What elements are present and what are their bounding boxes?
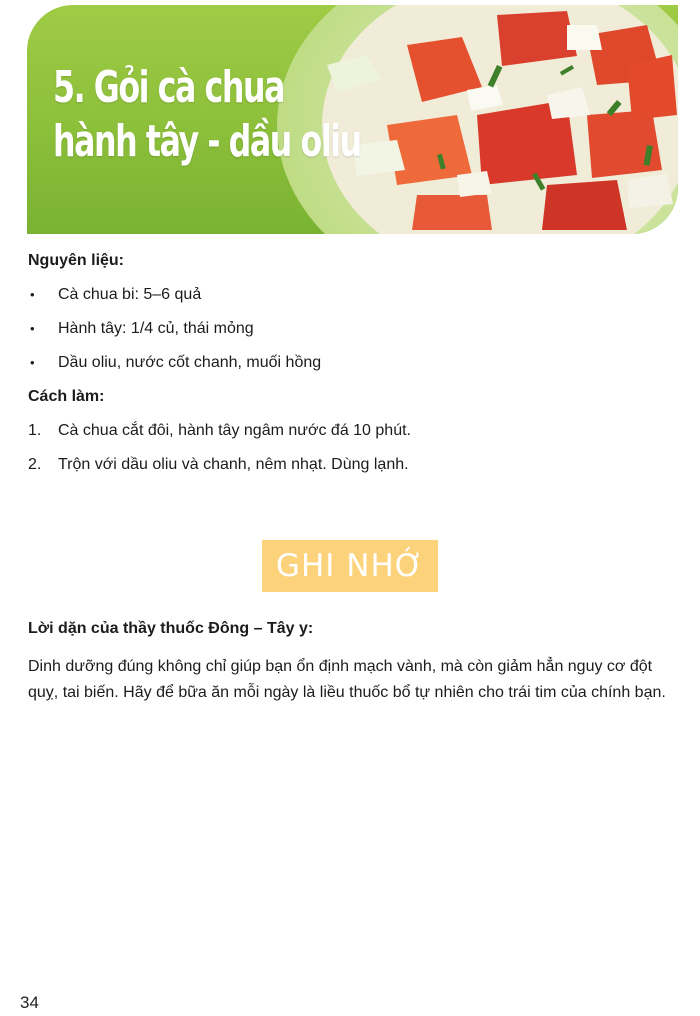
bullet-marker: • [30, 287, 35, 302]
list-item [28, 284, 678, 306]
step-text: Cà chua cắt đôi, hành tây ngâm nước đá 10 phút. [58, 422, 411, 439]
method-steps [28, 420, 678, 476]
reminder-heading: Lời dặn của thầy thuốc Đông – Tây y: [28, 620, 314, 637]
bullet-marker: • [30, 321, 35, 336]
list-item [28, 318, 678, 340]
reminder-badge-row [0, 540, 700, 592]
ingredients-list [28, 284, 678, 374]
recipe-title-line-2: hành tây - dầu oliu [53, 116, 361, 167]
ingredient-text: Cà chua bi: 5–6 quả [58, 286, 202, 303]
list-item [28, 352, 678, 374]
list-item [28, 454, 678, 476]
ingredient-text: Dầu oliu, nước cốt chanh, muối hồng [58, 354, 322, 371]
list-item [28, 420, 678, 442]
recipe-banner [27, 5, 678, 234]
reminder-body: Dinh dưỡng đúng không chỉ giúp bạn ổn định mạch vành, mà còn giảm hẳn nguy cơ đột quỵ, tai biến. Hãy để bữa ăn mỗi ngày là liều thuốc bổ tự nhiên cho trái tim của chính bạn. [28, 658, 666, 701]
bullet-marker: • [30, 355, 35, 370]
recipe-title-line-1: 5. Gỏi cà chua [53, 62, 285, 113]
recipe-title [53, 61, 361, 169]
ingredient-text: Hành tây: 1/4 củ, thái mỏng [58, 320, 254, 337]
reminder-badge: GHI NHỚ [262, 540, 438, 592]
step-number: 2. [28, 456, 42, 473]
recipe-content [28, 250, 678, 476]
page-number: 34 [20, 993, 39, 1012]
method-heading: Cách làm: [28, 388, 105, 405]
step-text: Trộn với dầu oliu và chanh, nêm nhạt. Dùng lạnh. [58, 456, 409, 473]
step-number: 1. [28, 422, 42, 439]
ingredients-heading: Nguyên liệu: [28, 252, 125, 269]
reminder-note [28, 604, 678, 706]
